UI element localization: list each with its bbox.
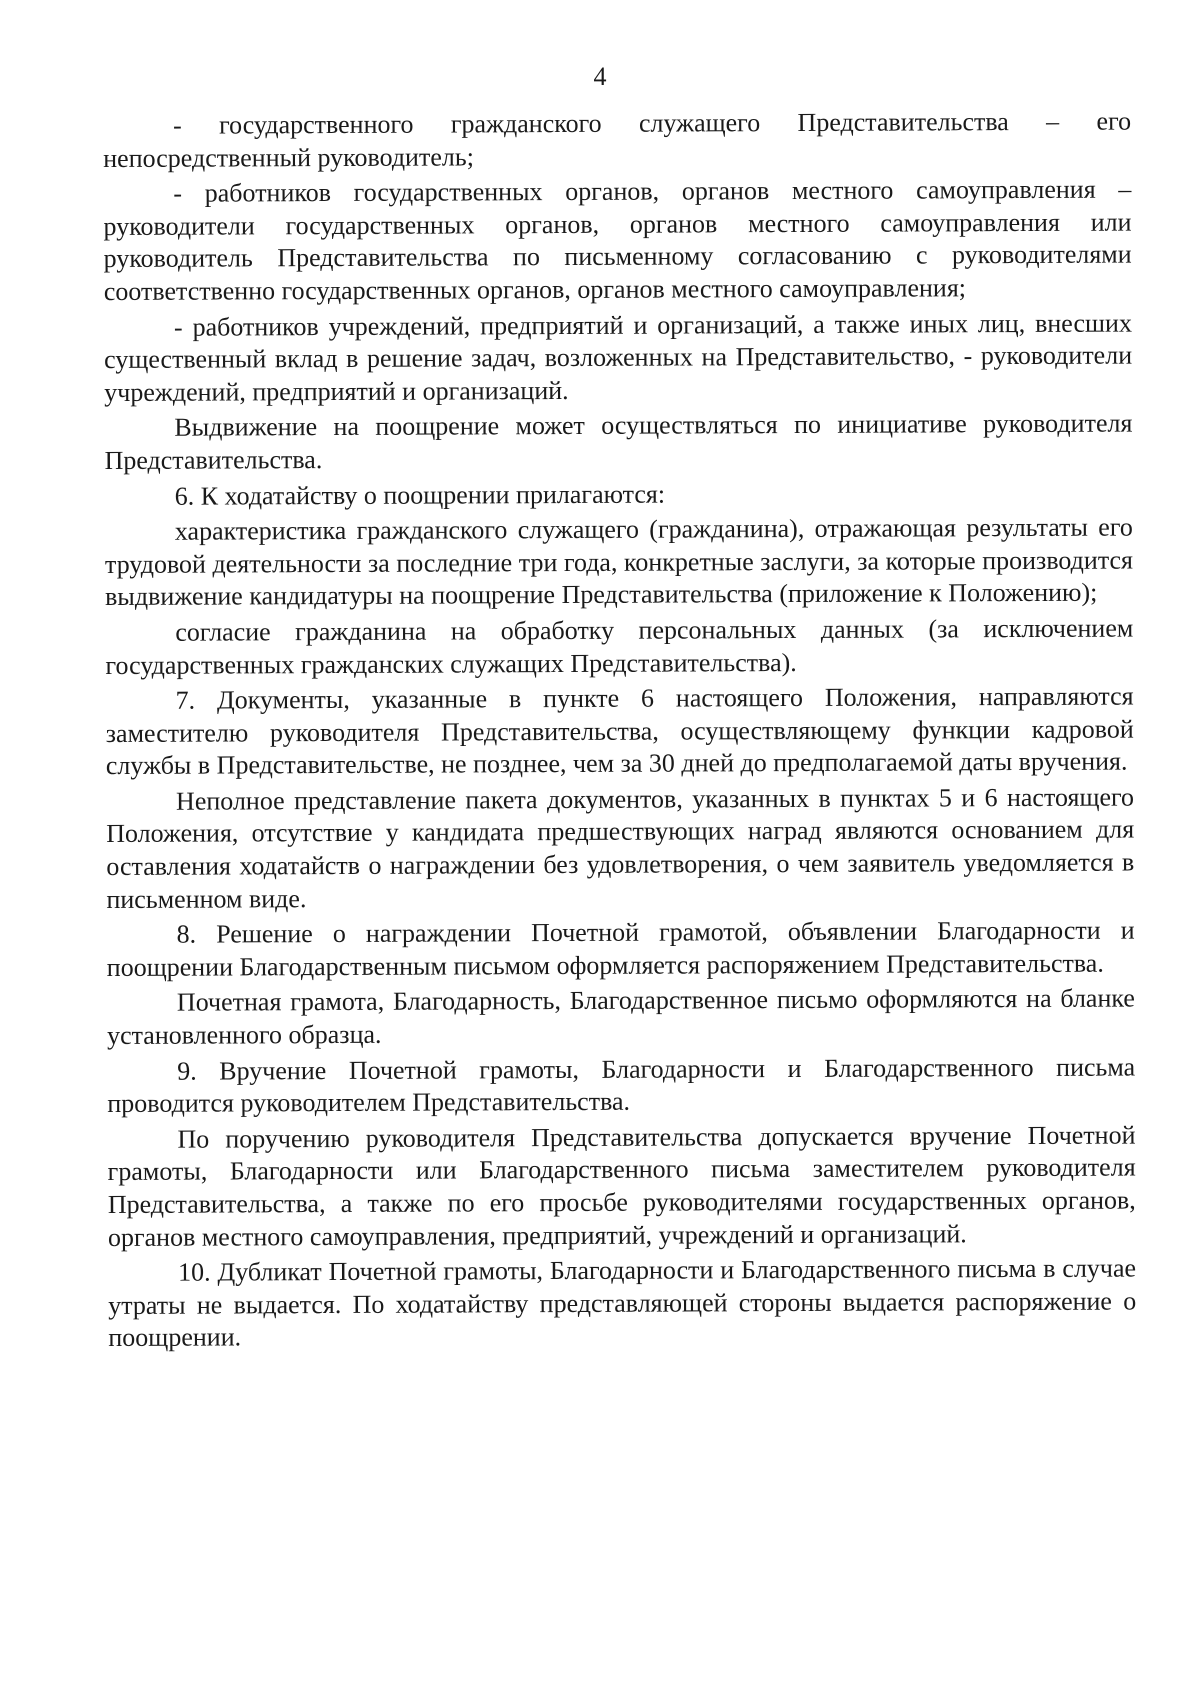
paragraph-item-9: 9. Вручение Почетной грамоты, Благодарности и Благодарственного письма проводится руководителем Представительства.: [107, 1052, 1136, 1119]
paragraph-item-10: 10. Дубликат Почетной грамоты, Благодарности и Благодарственного письма в случае утраты не выдается. По ходатайству представляющей стороны выдается распоряжение о поощрении.: [108, 1253, 1137, 1353]
page-number: 4: [593, 62, 607, 91]
paragraph-civil-servant-supervisor: - государственного гражданского служащего Представительства – его непосредственный руководитель;: [103, 106, 1132, 173]
paragraph-incomplete-documents: Неполное представление пакета документов, указанных в пунктах 5 и 6 настоящего Положения, отсутствие у кандидата предшествующих наград являются основанием для оставления ходатайств о награждении без удовлетворения, о чем заявитель уведомляется в письменном виде.: [106, 782, 1135, 914]
paragraph-personal-data-consent: согласие гражданина на обработку персональных данных (за исключением государственных гражданских служащих Представительства).: [105, 613, 1134, 680]
paragraph-state-bodies-employees: - работников государственных органов, органов местного самоуправления – руководители государственных органов, органов местного самоуправления или руководитель Представительства по письменному согласованию с руководителями соответственно государственных органов, органов местного самоуправления;: [103, 174, 1132, 306]
paragraph-characteristic: характеристика гражданского служащего (гражданина), отражающая результаты его трудовой деятельности за последние три года, конкретные заслуги, за которые производится выдвижение кандидатуры на поощрение Представительства (приложение к Положению);: [104, 512, 1134, 612]
paragraph-form-blank: Почетная грамота, Благодарность, Благодарственное письмо оформляются на бланке установленного образца.: [106, 983, 1135, 1051]
paragraph-delegated-presentation: По поручению руководителя Представительства допускается вручение Почетной грамоты, Благодарности или Благодарственного письма заместителем руководителя Представительства, а также по его просьбе руководителями государственных органов, органов местного самоуправления, предприятий, учреждений и организаций.: [107, 1120, 1136, 1252]
paragraph-nomination-initiative: Выдвижение на поощрение может осуществляться по инициативе руководителя Представительства.: [104, 408, 1133, 475]
document-body: [103, 106, 1136, 1358]
paragraph-item-8: 8. Решение о награждении Почетной грамотой, объявлении Благодарности и поощрении Благодарственным письмом оформляется распоряжением Представительства.: [106, 915, 1135, 982]
paragraph-item-6-heading: 6. К ходатайству о поощрении прилагаются:: [174, 479, 666, 511]
paragraph-institutions-employees: - работников учреждений, предприятий и организаций, а также иных лиц, внесших существенный вклад в решение задач, возложенных на Представительство, - руководители учреждений, предприятий и организаций.: [104, 308, 1133, 407]
paragraph-item-7: 7. Документы, указанные в пункте 6 настоящего Положения, направляются заместителю руководителя Представительства, осуществляющему функции кадровой службы в Представительстве, не позднее, чем за 30 дней до предполагаемой даты вручения.: [105, 681, 1134, 781]
